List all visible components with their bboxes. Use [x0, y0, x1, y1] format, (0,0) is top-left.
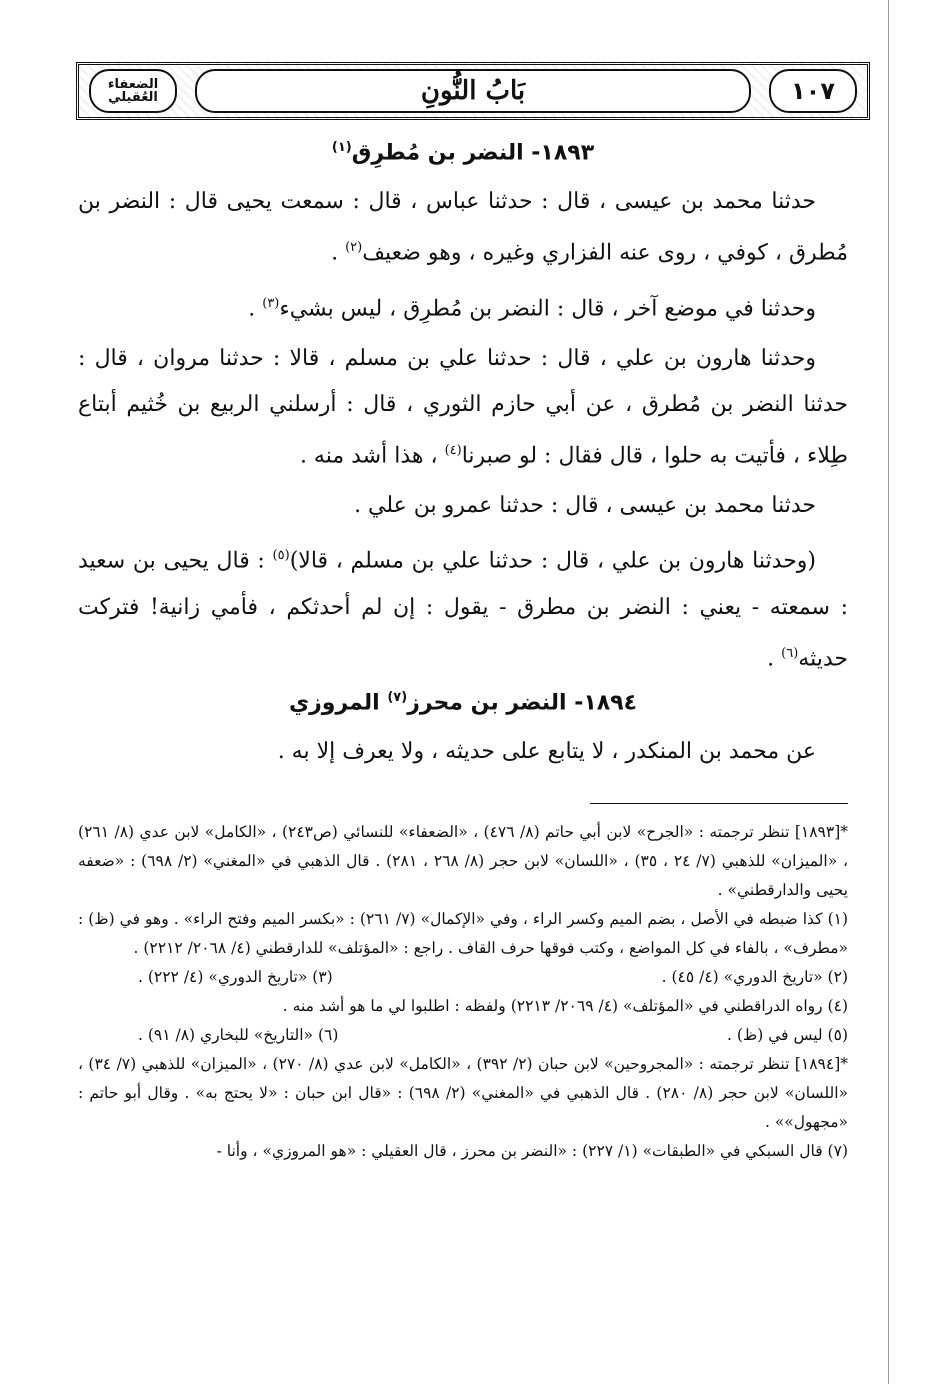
footnote-4: (٤) رواه الدراقطني في «المؤتلف» (٤/ ٢٠٦٩/ ٢٢١٣) ولفظه : اطلبوا لي ما هو أشد منه .	[282, 997, 848, 1016]
footnote-5: (٥) ليس في (ظ) .	[727, 1026, 848, 1045]
footnote-6: (٦) «التاريخ» للبخاري (٨/ ٩١) .	[138, 1026, 339, 1045]
footnote-1894: *[١٨٩٤] تنظر ترجمته : «المجروحين» لابن حبان (٢/ ٣٩٢) ، «الكامل» لابن عدي (٨/ ٢٧٠) ، «الميزان» للذهبي (٧/ ٣٤) ، «اللسان» لابن حجر (٨/ ٢٨٠) . قال الذهبي في «المغني» (٢/ ٦٩٨) : «قال ابن حبان : «لا يحتج به» . وقال أبو حاتم : «مجهول»» .	[78, 1055, 849, 1132]
footnote-1893: *[١٨٩٣] تنظر ترجمته : «الجرح» لابن أبي حاتم (٨/ ٤٧٦) ، «الضعفاء» للنسائي (ص٢٤٣) ، «الكامل» لابن عدي (٨/ ٢٦١) ، «الميزان» للذهبي (٧/ ٢٤ ، ٣٥) ، «اللسان» لابن حجر (٨/ ٢٦٨ ، ٢٨١) . قال الذهبي في «المغني» (٢/ ٦٩٨) : «ضعفه يحيى والدارقطني» .	[78, 823, 849, 900]
page-header	[76, 62, 870, 120]
footnote-separator	[590, 803, 848, 804]
footnote-3: (٣) «تاريخ الدوري» (٤/ ٢٢٢) .	[138, 968, 333, 987]
footnote-ref: (٧)	[387, 689, 408, 705]
footnote-row-5-6	[78, 1021, 848, 1050]
footnote-ref: (٢)	[345, 240, 363, 256]
footnote-ref: (٣)	[262, 295, 280, 311]
paragraph-2: وحدثنا في موضع آخر ، قال : النضر بن مُطرِق ، ليس بشيء$^{(٣)}$ .	[248, 295, 816, 321]
paragraph-5: (وحدثنا هارون بن علي ، قال : حدثنا علي بن مسلم ، قالا)$^{(٥)}$ : قال يحيى بن سعيد : سمعته - يعني : النضر بن مطرق - يقول : إن لم أحدثكم ، فأمي زانية! فتركت حديثه$^{(٦)}$ .	[78, 548, 848, 671]
chapter-title: بَابُ النُّونِ	[195, 69, 751, 113]
footnote-ref: (٤)	[444, 442, 462, 458]
footnote-row-2-3	[78, 963, 848, 992]
footnote-1: (١) كذا ضبطه في الأصل ، بضم الميم وكسر الراء ، وفي «الإكمال» (٧/ ٢٦١) : «بكسر الميم وفتح الراء» . وهو في (ظ) : «مطرف» ، بالفاء في كل المواضع ، وكتب فوقها حرف القاف . راجع : «المؤتلف» للدارقطني (٤/ ٢٠٦٨/ ٢٢١٢) .	[78, 910, 849, 958]
paragraph-3: وحدثنا هارون بن علي ، قال : حدثنا علي بن مسلم ، قالا : حدثنا مروان ، قال : حدثنا النضر بن مُطرق ، عن أبي حازم الثوري ، قال : أرسلني الربيع بن خُثيم أبتاع طِلاء ، فأتيت به حلوا ، قال فقال : لو صبرنا$^{(٤)}$ ، هذا أشد منه .	[78, 345, 848, 469]
page-number-box	[769, 69, 857, 113]
main-text	[78, 132, 848, 1166]
footnote-7: (٧) قال السبكي في «الطبقات» (١/ ٢٢٧) : «النضر بن محرز ، قال العقيلي : «هو المروزي» ، وأنا -	[216, 1142, 848, 1161]
footnote-ref: (٦)	[781, 645, 799, 661]
logo-line-2: العُقيلي	[108, 90, 158, 105]
footnote-ref: (٥)	[272, 548, 290, 564]
entry-title-1893: ١٨٩٣- النضر بن مُطرِق$^{(١)}$	[331, 140, 595, 166]
paragraph-6: عن محمد بن المنكدر ، لا يتابع على حديثه ، ولا يعرف إلا به .	[277, 739, 816, 765]
footnote-ref: (١)	[331, 140, 352, 155]
paragraph-4: حدثنا محمد بن عيسى ، قال : حدثنا عمرو بن علي .	[354, 493, 816, 519]
page-edge-line	[888, 0, 889, 1384]
page-number: ١٠٧	[791, 77, 835, 105]
paragraph-1: حدثنا محمد بن عيسى ، قال : حدثنا عباس ، قال : سمعت يحيى قال : النضر بن مُطرق ، كوفي ، روى عنه الفزاري وغيره ، وهو ضعيف$^{(٢)}$ .	[78, 189, 848, 266]
book-logo	[89, 69, 177, 113]
logo-line-1: الضعفاء	[107, 77, 159, 92]
footnote-2: (٢) «تاريخ الدوري» (٤/ ٤٥) .	[661, 968, 848, 987]
entry-title-1894: ١٨٩٤- النضر بن محرز$^{(٧)}$ المروزي	[288, 689, 638, 716]
